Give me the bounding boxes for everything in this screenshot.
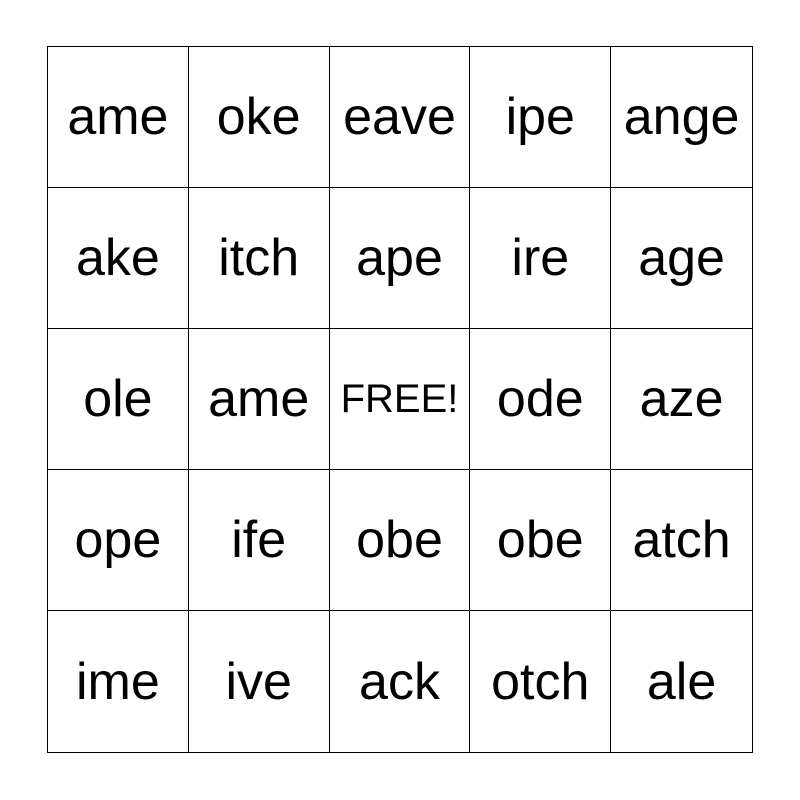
bingo-cell[interactable]: otch — [470, 611, 611, 752]
bingo-cell[interactable]: ipe — [470, 47, 611, 188]
bingo-cell[interactable]: itch — [189, 188, 330, 329]
free-space-cell[interactable]: FREE! — [330, 329, 471, 470]
bingo-cell[interactable]: ame — [189, 329, 330, 470]
bingo-cell[interactable]: ake — [48, 188, 189, 329]
bingo-cell[interactable]: ame — [48, 47, 189, 188]
bingo-cell[interactable]: ope — [48, 470, 189, 611]
bingo-cell[interactable]: ale — [646, 652, 717, 711]
bingo-cell[interactable]: atch — [611, 470, 752, 611]
bingo-cell[interactable]: obe — [330, 470, 471, 611]
bingo-cell[interactable]: ire — [470, 188, 611, 329]
bingo-cell[interactable]: obe — [470, 470, 611, 611]
bingo-cell[interactable]: eave — [330, 47, 471, 188]
bingo-cell[interactable]: ape — [330, 188, 471, 329]
bingo-cell[interactable]: age — [611, 188, 752, 329]
bingo-cell[interactable]: ole — [48, 329, 189, 470]
bingo-cell[interactable]: ive — [189, 611, 330, 752]
bingo-cell[interactable]: ime — [48, 611, 189, 752]
bingo-cell[interactable]: oke — [189, 47, 330, 188]
bingo-cell[interactable]: ife — [189, 470, 330, 611]
bingo-cell[interactable]: ange — [611, 47, 752, 188]
bingo-cell[interactable]: aze — [611, 329, 752, 470]
bingo-cell[interactable]: ode — [470, 329, 611, 470]
bingo-board — [47, 46, 753, 753]
bingo-cell[interactable]: ack — [330, 611, 471, 752]
